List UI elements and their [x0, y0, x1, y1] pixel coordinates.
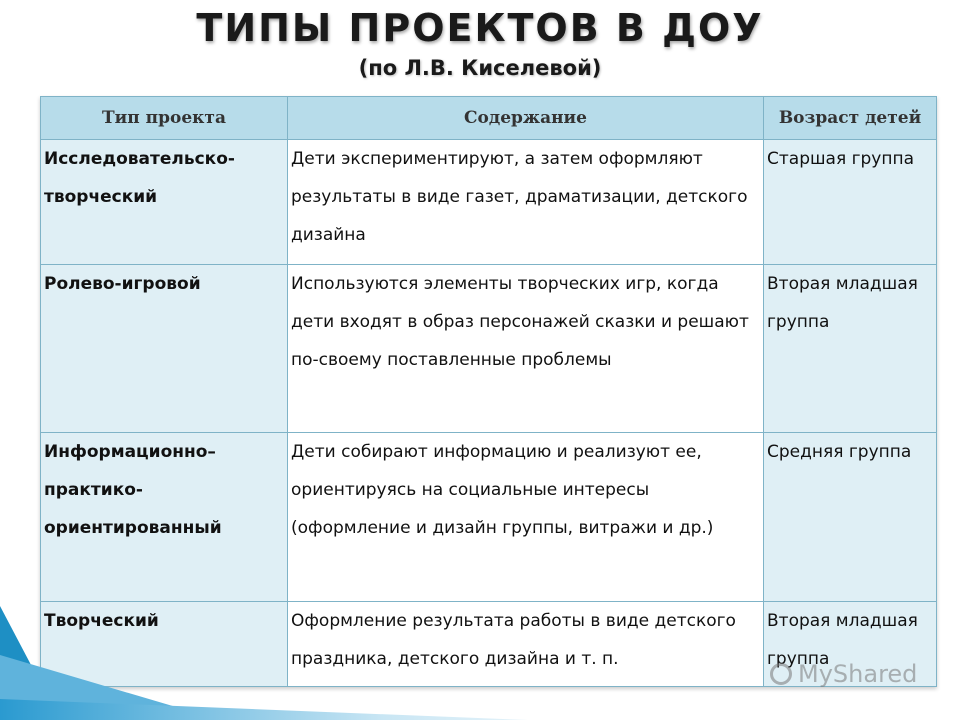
cell-type: Творческий [41, 602, 288, 687]
watermark-text: MyShared [798, 660, 918, 688]
cell-type: Ролево-игровой [41, 265, 288, 433]
table-row [41, 140, 937, 265]
cell-content: Используются элементы творческих игр, когда дети входят в образ персонажей сказки и решают по-своему поставленные проблемы [288, 265, 764, 433]
cell-age: Вторая младшая группа [764, 602, 937, 687]
cell-age: Вторая младшая группа [764, 265, 937, 433]
table-row [41, 265, 937, 433]
header-content: Содержание [288, 97, 764, 140]
table-row [41, 433, 937, 602]
cell-content: Дети экспериментируют, а затем оформляют результаты в виде газет, драматизации, детского дизайна [288, 140, 764, 265]
cell-type: Информационно–практико-ориентированный [41, 433, 288, 602]
page-subtitle: (по Л.В. Киселевой) [358, 56, 602, 80]
header-type: Тип проекта [41, 97, 288, 140]
page-title: ТИПЫ ПРОЕКТОВ В ДОУ [196, 6, 764, 50]
cell-content: Дети собирают информацию и реализуют ее, ориентируясь на социальные интересы (оформление и дизайн группы, витражи и др.) [288, 433, 764, 602]
cell-type: Исследовательско-творческий [41, 140, 288, 265]
cell-age: Старшая группа [764, 140, 937, 265]
watermark [770, 660, 917, 688]
table-header-row [41, 97, 937, 140]
watermark-logo-icon [770, 663, 792, 685]
cell-age: Средняя группа [764, 433, 937, 602]
header-age: Возраст детей [764, 97, 937, 140]
cell-content: Оформление результата работы в виде детского праздника, детского дизайна и т. п. [288, 602, 764, 687]
project-types-table [40, 96, 937, 687]
